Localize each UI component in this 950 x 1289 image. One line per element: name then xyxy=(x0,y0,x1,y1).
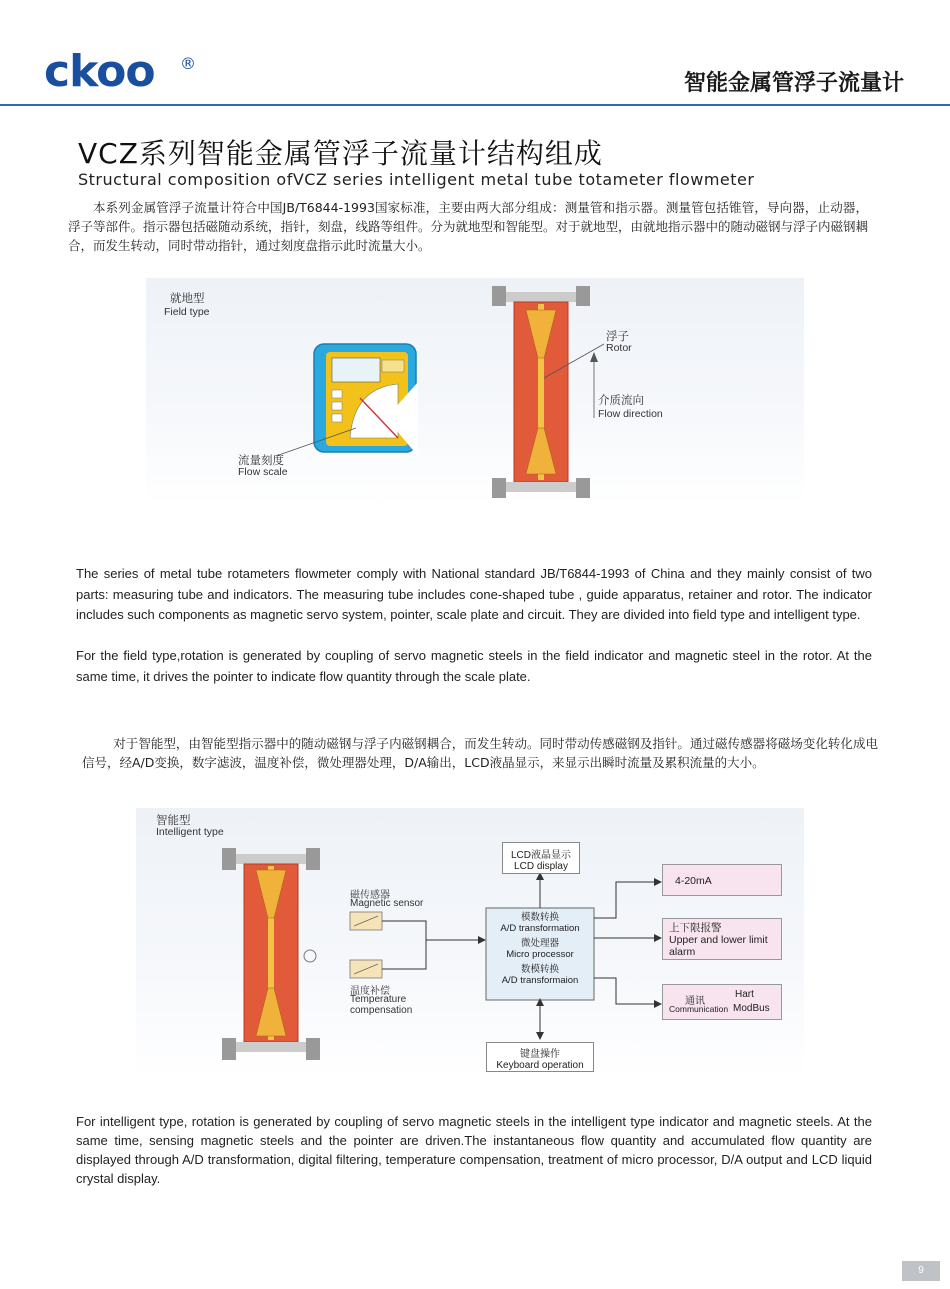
lcd-display-box xyxy=(502,842,580,874)
alarm-label-en-1: Upper and lower limit xyxy=(669,934,768,946)
temperature-label-en-1: Temperature xyxy=(350,994,407,1005)
current-output-box: 4-20mA xyxy=(662,864,782,896)
magnetic-sensor-label-cn: 磁传感器 xyxy=(350,890,390,901)
intro-paragraph-en-1: The series of metal tube rotameters flowmeter comply with National standard JB/T6844-1993 of China and they mainly consist of two parts: measuring tube and indicators. The measuring tube includes cone-shaped tube , guide apparatus, retainer and rotor. The indicator includes such components as magnetic servo system, pointer, scale plate and circuit. They are divided into field type and intelligent type. xyxy=(76,566,872,622)
page-number: 9 xyxy=(902,1261,940,1281)
field-type-label-en: Field type xyxy=(164,306,210,318)
ad-label-cn: 模数转换 xyxy=(520,912,559,923)
comm-label-en: Communication xyxy=(669,1004,729,1014)
brand-logo: ckoo xyxy=(44,46,155,97)
field-type-diagram xyxy=(146,278,804,506)
lcd-label-en: LCD display xyxy=(514,861,568,872)
modbus-label: ModBus xyxy=(733,1003,770,1014)
comm-label-cn: 通讯 xyxy=(685,996,705,1007)
hart-label: Hart xyxy=(735,989,754,1000)
rotor-label-cn: 浮子 xyxy=(606,329,629,343)
ad-label-en: A/D transformation xyxy=(500,923,580,934)
da-label-en: A/D transformaion xyxy=(501,975,579,986)
alarm-label-cn: 上下限报警 xyxy=(669,922,722,934)
intelligent-type-diagram xyxy=(136,808,804,1080)
temperature-label-cn: 温度补偿 xyxy=(350,986,390,997)
keyboard-label-cn: 键盘操作 xyxy=(520,1049,560,1060)
header-title: 智能金属管浮子流量计 xyxy=(683,71,904,96)
section-title-en: Structural composition ofVCZ series intelligent metal tube totameter flowmeter xyxy=(78,170,755,189)
alarm-box xyxy=(662,918,782,960)
keyboard-label-en: Keyboard operation xyxy=(496,1060,584,1071)
intelligent-label-cn: 智能型 xyxy=(156,813,191,827)
communication-box xyxy=(662,984,782,1020)
lcd-label-cn: LCD液晶显示 xyxy=(510,850,571,861)
processor-block xyxy=(486,912,594,986)
intro-paragraph-cn: 本系列金属管浮子流量计符合中国JB/T6844-1993国家标准，主要由两大部分组成：测量管和指示器。测量管包括锥管，导向器，止动器，浮子等部件。指示器包括磁随动系统，指针，刻盘，线路等组件。分为就地型和智能型。对于就地型，由就地指示器中的随动磁钢与浮子内磁钢耦合，而发生转动，同时带动指针，通过刻度盘指示此时流量大小。 xyxy=(68,200,869,253)
mp-label-cn: 微处理器 xyxy=(520,938,559,949)
intro-paragraph-en-2: For the field type,rotation is generated by coupling of servo magnetic steels in the field indicator and magnetic steel in the rotor. At the same time, it drives the pointer to indicate flow quantity through the scale plate. xyxy=(76,648,872,684)
field-type-label-cn: 就地型 xyxy=(170,291,205,305)
da-label-cn: 数模转换 xyxy=(520,964,559,975)
smart-paragraph-en: For intelligent type, rotation is generated by coupling of servo magnetic steels in the intelligent type indicator and magnetic steels. At the same time, sensing magnetic steels and the pointer are driven.The instantaneous flow quantity and accumulated flow quantity are displayed through A/D transformation, digital filtering, temperature compensation, treatment of micro processor, D/A output and LCD liquid crystal display. xyxy=(76,1114,872,1186)
temperature-label-en-2: compensation xyxy=(350,1005,413,1016)
flow-direction-label-en: Flow direction xyxy=(598,408,663,420)
smart-paragraph-cn: 对于智能型，由智能型指示器中的随动磁钢与浮子内磁钢耦合，而发生转动。同时带动传感磁钢及指针。通过磁传感器将磁场变化转化成电信号，经A/D变换，数字滤波，温度补偿，微处理器处理，D/A输出，LCD液晶显示，来显示出瞬时流量及累积流量的大小。 xyxy=(82,736,878,770)
rotor-label-en: Rotor xyxy=(606,342,632,354)
flow-direction-label-cn: 介质流向 xyxy=(598,393,644,407)
alarm-label-en-2: alarm xyxy=(669,946,696,958)
magnetic-sensor-label-en: Magnetic sensor xyxy=(350,898,424,909)
flow-scale-label-cn: 流量刻度 xyxy=(238,453,284,467)
header-divider xyxy=(0,104,950,106)
keyboard-box xyxy=(486,1042,594,1072)
registered-mark: ® xyxy=(180,54,196,73)
section-title-cn: VCZ系列智能金属管浮子流量计结构组成 xyxy=(78,137,603,170)
mp-label-en: Micro processor xyxy=(506,949,574,960)
intelligent-label-en: Intelligent type xyxy=(156,826,224,838)
flow-scale-label-en: Flow scale xyxy=(238,466,288,478)
